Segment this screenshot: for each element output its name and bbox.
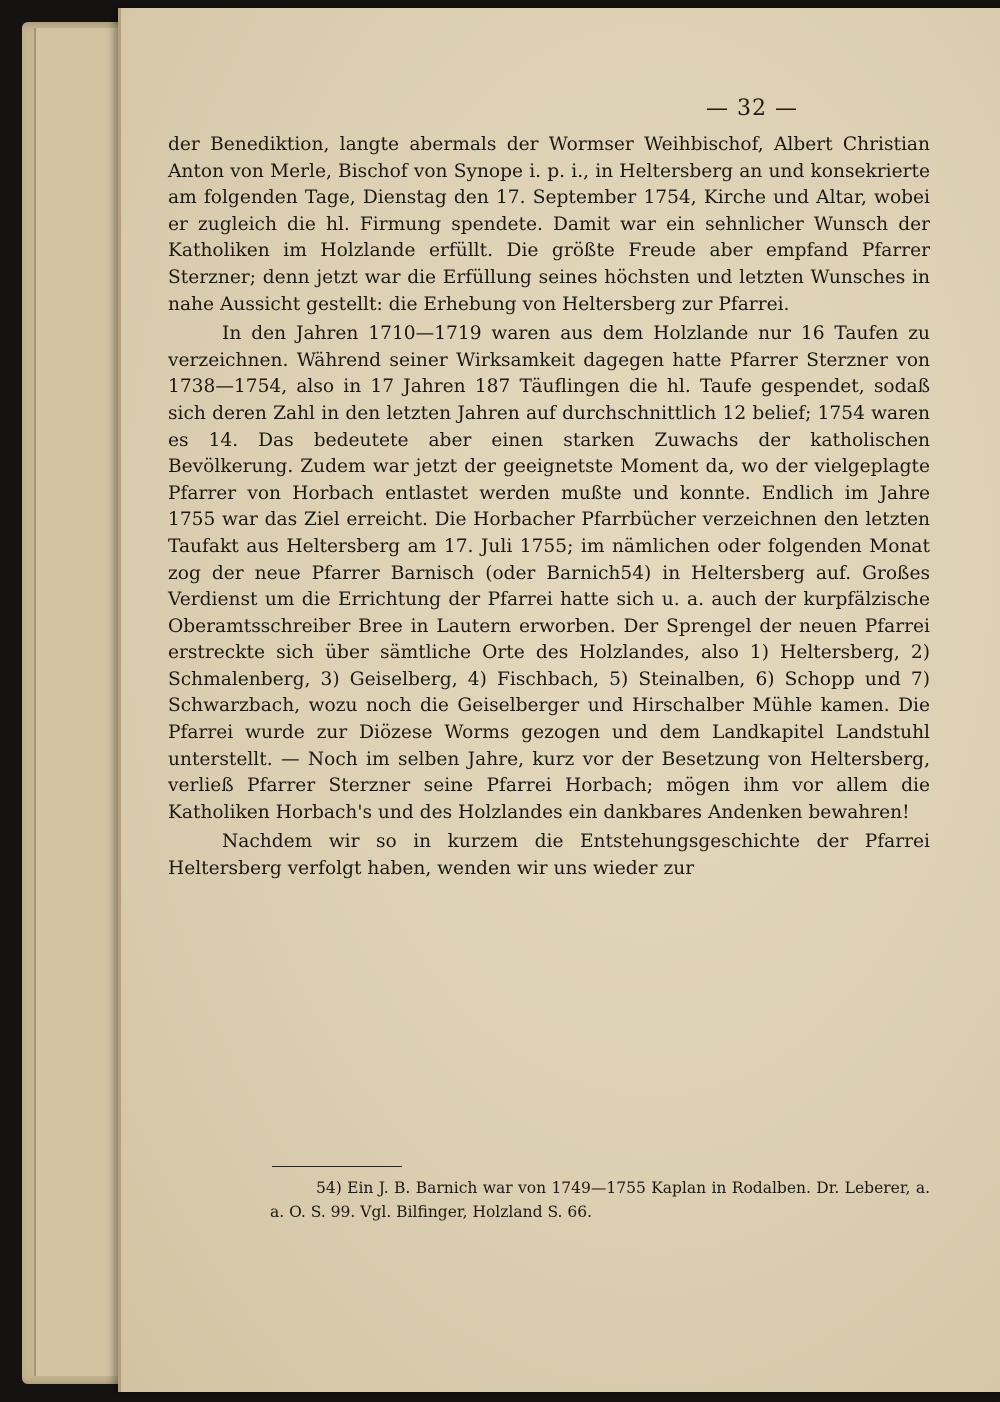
page-body [168,132,930,883]
footnote [270,1176,930,1224]
paragraph-1: der Benediktion, langte abermals der Wormser Weihbischof, Albert Christian Anton von Merle, Bischof von Synope i. p. i., in Heltersberg an und konsekrierte am folgenden Tage, Dienstag den 17. September 1754, Kirche und Altar, wobei er zugleich die hl. Firmung spendete. Damit war ein sehnlicher Wunsch der Katholiken im Holzlande erfüllt. Die größte Freude aber empfand Pfarrer Sterzner; denn jetzt war die Erfüllung seines höchsten und letzten Wunsches in nahe Aussicht gestellt: die Erhebung von Heltersberg zur Pfarrei. [168,134,930,315]
paragraph-2: In den Jahren 1710—1719 waren aus dem Holzlande nur 16 Taufen zu verzeichnen. Während seiner Wirksamkeit dagegen hatte Pfarrer Sterzner von 1738—1754, also in 17 Jahren 187 Täuflingen die hl. Taufe gespendet, sodaß sich deren Zahl in den letzten Jahren auf durchschnittlich 12 belief; 1754 waren es 14. Das bedeutete aber einen starken Zuwachs der katholischen Bevölkerung. Zudem war jetzt der geeignetste Moment da, wo der vielgeplagte Pfarrer von Horbach entlastet werden mußte und konnte. Endlich im Jahre 1755 war das Ziel erreicht. Die Horbacher Pfarrbücher verzeichnen den letzten Taufakt aus Heltersberg am 17. Juli 1755; im nämlichen oder folgenden Monat zog der neue Pfarrer Barnisch (oder Barnich54) in Heltersberg auf. Großes Verdienst um die Errichtung der Pfarrei hatte sich u. a. auch der kurpfälzische Oberamtsschreiber Bree in Lautern erworben. Der Sprengel der neuen Pfarrei erstreckte sich über sämtliche Orte des Holzlandes, also 1) Heltersberg, 2) Schmalenberg, 3) Geiselberg, 4) Fischbach, 5) Steinalben, 6) Schopp und 7) Schwarzbach, wozu noch die Geiselberger und Hirschalber Mühle kamen. Die Pfarrei wurde zur Diözese Worms gezogen und dem Landkapitel Landstuhl unterstellt. — Noch im selben Jahre, kurz vor der Besetzung von Heltersberg, verließ Pfarrer Sterzner seine Pfarrei Horbach; mögen ihm vor allem die Katholiken Horbach's und des Holzlandes ein dankbares Andenken bewahren! [168,323,930,823]
footnote-rule [272,1166,402,1167]
page-number: — 32 — [706,96,798,121]
footnote-text: 54) Ein J. B. Barnich war von 1749—1755 Kaplan in Rodalben. Dr. Leberer, a. a. O. S. 99. Vgl. Bilfinger, Holzland S. 66. [270,1179,930,1221]
paragraph-3: Nachdem wir so in kurzem die Entstehungsgeschichte der Pfarrei Heltersberg verfolgt haben, wenden wir uns wieder zur [168,831,930,880]
